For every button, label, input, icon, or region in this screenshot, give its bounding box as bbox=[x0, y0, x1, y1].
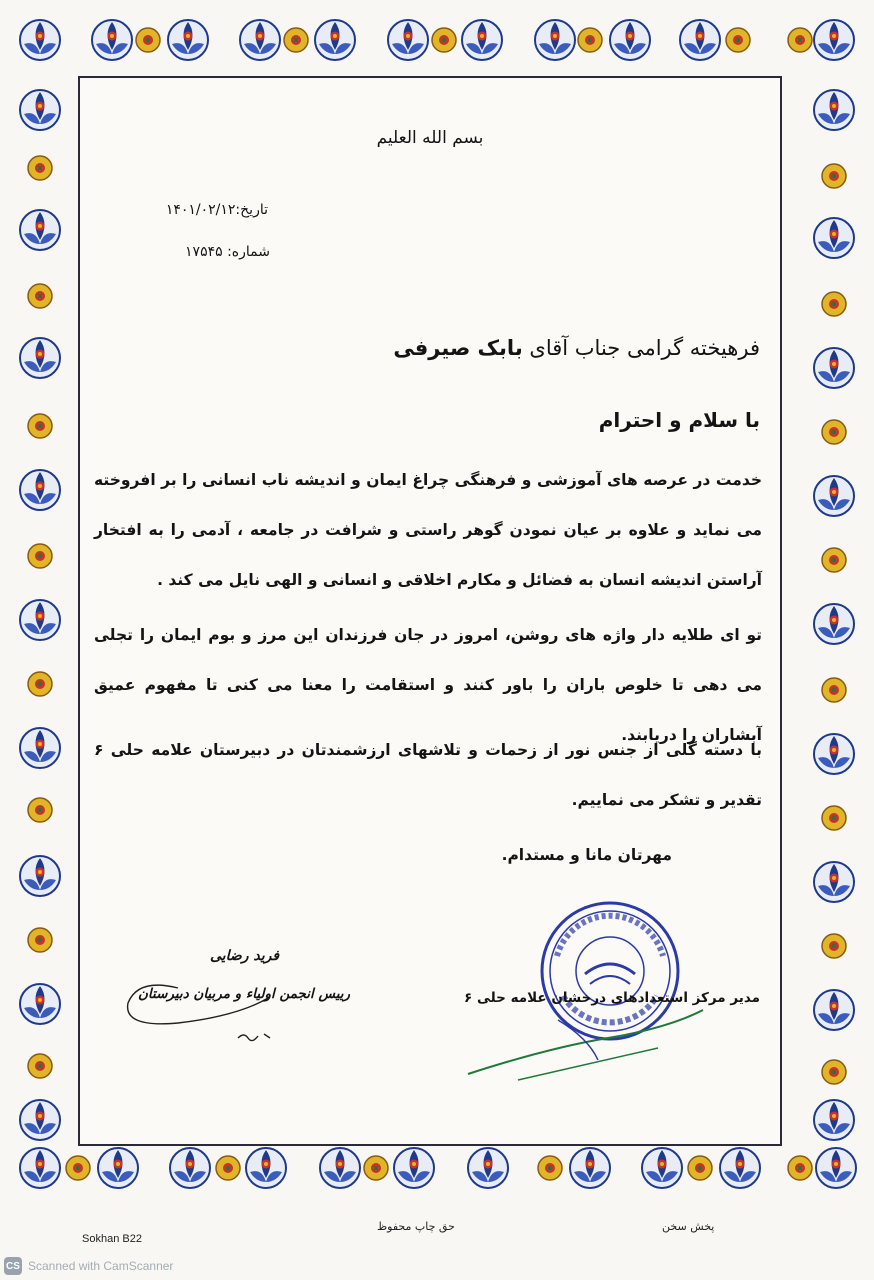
closing-line: مهرتان مانا و مستدام. bbox=[501, 846, 672, 864]
number-label: شماره: bbox=[227, 244, 270, 260]
signature-right bbox=[458, 1008, 718, 1088]
basmala-heading: بسم الله العلیم bbox=[376, 128, 484, 148]
body-paragraph: خدمت در عرصه های آموزشی و فرهنگی چراغ ایمان و اندیشه ناب انسانی را بر افروخته می نماید و علاوه بر عیان نمودن گوهر راستی و شرافت در جامعه ، آدمی را به افتخار آراستن اندیشه انسان به فضائل و مکارم اخلاقی و انسانی و الهی نایل می کند . bbox=[94, 471, 762, 589]
letter-number-line bbox=[185, 244, 270, 260]
addressee-prefix: فرهیخته گرامی جناب آقای bbox=[529, 336, 760, 360]
footer-code: Sokhan B22 bbox=[82, 1233, 142, 1245]
addressee-name: بابک صیرفی bbox=[393, 336, 523, 360]
date-label: تاریخ: bbox=[235, 202, 268, 218]
footer-copyright: حق چاپ محفوظ bbox=[377, 1220, 455, 1233]
addressee bbox=[393, 336, 760, 360]
number-value: ۱۷۵۴۵ bbox=[185, 244, 223, 260]
right-signatory-title: مدیر مرکز استعدادهای درخشان علامه حلی ۶ bbox=[464, 990, 760, 1006]
scanner-watermark bbox=[4, 1256, 173, 1276]
footer-publisher: پخش سخن bbox=[662, 1220, 715, 1233]
border-top-row bbox=[20, 20, 854, 60]
camscanner-logo-icon: CS bbox=[4, 1257, 22, 1275]
border-right-column bbox=[814, 90, 854, 1140]
certificate-sheet bbox=[78, 76, 782, 1146]
date-value: ۱۴۰۱/۰۲/۱۲ bbox=[165, 202, 236, 218]
signature-left bbox=[118, 968, 318, 1058]
date-line bbox=[166, 202, 268, 218]
border-bottom-row bbox=[20, 1148, 856, 1188]
border-left-column bbox=[20, 90, 60, 1140]
body-paragraph: تو ای طلایه دار واژه های روشن، امروز در جان فرزندان این مرز و بوم ایمان را تجلی می دهی تا خلوص باران را باور کنند و استقامت را معنا می کنی تا مفهوم عمیق آبشاران را دریابند. bbox=[94, 626, 762, 744]
left-signatory-title: رییس انجمن اولیاء و مربیان دبیرستان bbox=[138, 986, 351, 1002]
watermark-text: Scanned with CamScanner bbox=[28, 1259, 174, 1273]
left-signatory-name: فرید رضایی bbox=[210, 948, 280, 964]
greeting: با سلام و احترام bbox=[598, 408, 760, 432]
body-paragraph: با دسته گلی از جنس نور از زحمات و تلاشهای ارزشمندتان در دبیرستان علامه حلی ۶ تقدیر و تشکر می نماییم. bbox=[94, 741, 762, 809]
